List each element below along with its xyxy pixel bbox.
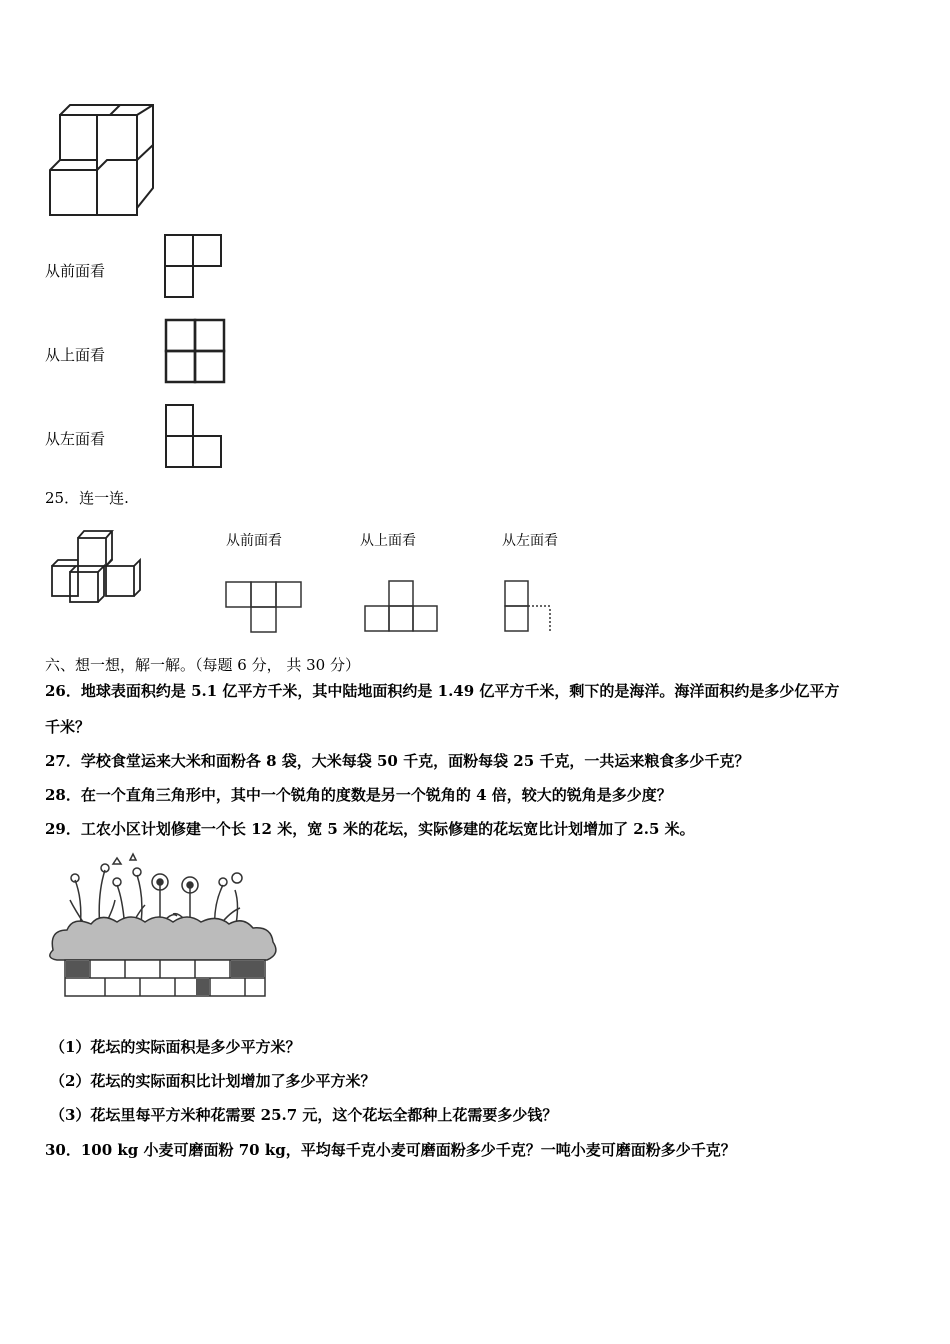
question-number: 27．: [45, 752, 81, 770]
caption-left: 从左面看: [502, 533, 558, 549]
question-number: 29．: [45, 820, 81, 838]
question-28: [45, 785, 672, 805]
question-number: 26．: [45, 682, 81, 700]
view-front-grid: [163, 233, 225, 305]
question-text: 在一个直角三角形中，其中一个锐角的度数是另一个锐角的 4 倍，较大的锐角是多少度？: [80, 786, 672, 804]
view-label-front: 从前面看: [45, 262, 106, 280]
question-text: 连一连.: [79, 489, 129, 507]
sub-question-2: （2）花坛的实际面积比计划增加了多少平方米？: [50, 1072, 376, 1090]
view-label-top: 从上面看: [45, 346, 106, 364]
question-27: [45, 751, 749, 771]
caption-top: 从上面看: [360, 533, 416, 549]
question-text-line1: 地球表面积约是 5.1 亿平方千米，其中陆地面积约是 1.49 亿平方千米，剩下的是海洋。海洋面积约是多少亿平方: [80, 682, 840, 700]
solid-figure-q24: [40, 100, 160, 224]
view-label-left: 从左面看: [45, 430, 106, 448]
question-30: [45, 1140, 736, 1160]
view-top-grid: [163, 317, 229, 389]
question-26: [45, 681, 839, 701]
flower-bed-illustration: [45, 850, 285, 1006]
option-top-shape: [362, 578, 442, 638]
question-number: 25．: [45, 489, 80, 507]
question-text: 学校食堂运来大米和面粉各 8 袋，大米每袋 50 千克，面粉每袋 25 千克，一共运来粮食多少千克？: [80, 752, 750, 770]
sub-question-1: （1）花坛的实际面积是多少平方米？: [50, 1038, 301, 1056]
solid-figure-drawing: [40, 100, 160, 220]
question-number: 30．: [45, 1141, 81, 1159]
question-25: [45, 488, 129, 508]
option-front-shape: [224, 578, 304, 638]
sub-question-3: （3）花坛里每平方米种花需要 25.7 元，这个花坛全都种上花需要多少钱？: [50, 1106, 558, 1124]
question-26-line2: 千米？: [45, 718, 91, 736]
view-left-grid: [163, 402, 225, 474]
caption-front: 从前面看: [226, 533, 282, 549]
question-29: [45, 819, 695, 839]
question-text: 100 kg 小麦可磨面粉 70 kg，平均每千克小麦可磨面粉多少千克？一吨小麦可磨面粉多少千克？: [80, 1141, 736, 1159]
option-left-shape: [502, 578, 556, 638]
question-number: 28．: [45, 786, 81, 804]
section-heading: 六、想一想，解一解。（每题 6 分， 共 30 分）: [45, 656, 360, 674]
solid-figure-q25: [48, 528, 148, 610]
question-text: 工农小区计划修建一个长 12 米，宽 5 米的花坛，实际修建的花坛宽比计划增加了 2.5 米。: [80, 820, 695, 838]
